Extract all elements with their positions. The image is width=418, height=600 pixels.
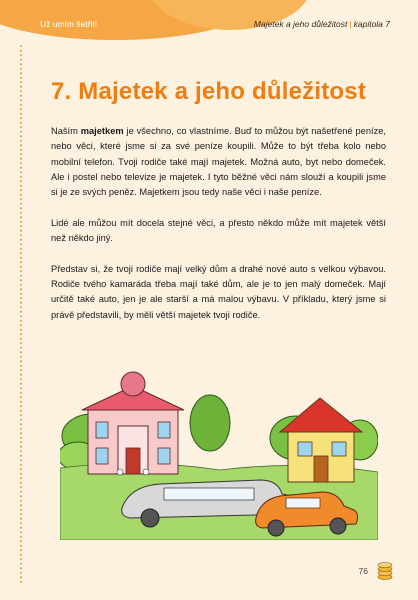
running-head-chapter: kapitola 7: [353, 19, 390, 29]
paragraph-2: Lidé ale můžou mít docela stejné věci, a přesto někdo může mít majetek větší než někdo jiný.: [51, 217, 386, 244]
paragraph-1: [51, 124, 386, 200]
page-number: 76: [358, 566, 368, 576]
mansion: [82, 372, 184, 475]
dotted-margin-line: [20, 44, 22, 584]
header-band: [0, 0, 418, 42]
chapter-title: 7. Majetek a jeho důležitost: [51, 78, 367, 105]
paragraph-3: Představ si, že tvoji rodiče mají velký dům a drahé nové auto s velkou výbavou. Rodiče tvého kamaráda třeba mají také dům, ale je to jen malý domeček. Mají určitě také auto, jen je ale starší a má malou výbavu. V příkladu, který jsme si právě představili, by měli větší majetek tvoji rodiče.: [51, 263, 386, 320]
coins-icon: [376, 560, 394, 580]
small-house: [280, 398, 362, 482]
running-head-separator: |: [349, 19, 352, 29]
p1-rest: je všechno, co vlastníme. Buď to můžou být našetřené peníze, nebo věci, které jsme si za své peníze koupili. Může to být třeba kolo nebo mobilní telefon. Tvoji rodiče také mají majetek. Možná auto, byt nebo domeček. Ale i postel nebo televize je majetek. I tyto běžné věci nám slouží a koupili jsme si je ze svých peněz. Majetkem jsou tedy naše věci i naše peníze.: [51, 126, 386, 198]
p1-intro: Naším: [51, 126, 81, 136]
body-text: [51, 124, 386, 338]
p1-keyword: majetkem: [80, 126, 124, 136]
series-title: Už umím šetřit!: [40, 19, 98, 29]
chapter-running-head: [254, 19, 390, 29]
illustration-houses-cars: [60, 368, 378, 540]
running-head-title: Majetek a jeho důležitost: [253, 19, 348, 29]
